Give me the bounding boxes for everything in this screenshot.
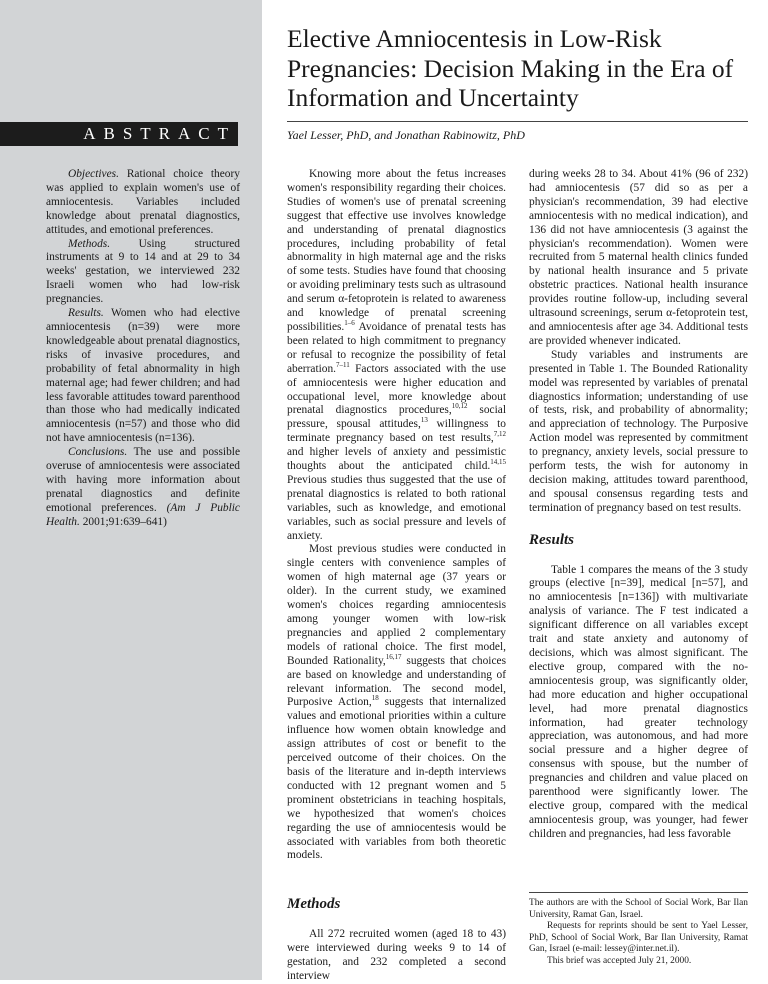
reference: 14,15	[490, 458, 506, 467]
abstract-objectives	[46, 168, 240, 238]
reference: 16,17	[385, 652, 402, 661]
text-run: Most previous studies were conducted in single centers with convenience samples of women of high maternal age (37 years or older). In the current study, we examined women's choices regarding amniocentesis among younger women with low-risk pregnancies and applied 2 complementary models of rational choice. The first model, Bounded Rationality,	[287, 543, 506, 667]
reference: 13	[420, 416, 428, 425]
objectives-text: Rational choice theory was applied to explain women's use of amniocentesis. Variables included knowledge about prenatal diagnostics, attitudes, and emotional preferences.	[46, 168, 240, 236]
article-title: Elective Amniocentesis in Low-Risk Pregnancies: Decision Making in the Era of Information and Uncertainty	[287, 24, 734, 112]
intro-paragraph-1	[287, 168, 506, 543]
abstract-body	[46, 168, 240, 530]
abstract-results	[46, 307, 240, 446]
methods-label: Methods.	[68, 237, 111, 250]
conclusions-label: Conclusions.	[68, 446, 128, 459]
abstract-conclusions	[46, 446, 240, 529]
text-run: Avoidance of prenatal tests has been related to high commitment to pregnancy or refusal to recognize the possibility of fetal aberration.	[287, 320, 506, 375]
reference: 10,12	[451, 402, 468, 411]
abstract-methods	[46, 238, 240, 308]
footnote-reprints: Requests for reprints should be sent to Yael Lesser, PhD, School of Social Work, Bar Ilan University, Ramat Gan, Israel (e-mail: lessey@inter.net.il).	[529, 921, 748, 955]
methods-text: Using structured instruments at 9 to 14 and at 29 to 34 weeks' gestation, we interviewed 232 Israeli women who had low-risk pregnancies.	[46, 237, 240, 306]
variables-paragraph: Study variables and instruments are presented in Table 1. The Bounded Rationality model was represented by variables of prenatal diagnostics information; understanding of use of tests, risk, and probability of abnormality; and appreciation of technology. The Purposive Action model was represented by commitment to pregnancy, anxiety levels, social pressure to perform tests, the wish for autonomy in decision making, attitudes toward parenthood, and spousal consensus regarding tests and termination of pregnancy based on test results.	[529, 348, 748, 514]
text-run: willingness to terminate pregnancy based on test results,	[287, 418, 506, 445]
title-rule	[287, 121, 748, 122]
authors: Yael Lesser, PhD, and Jonathan Rabinowitz, PhD	[287, 128, 525, 142]
footnote-accepted: This brief was accepted July 21, 2000.	[547, 955, 692, 966]
text-run: social pressure, spousal attitudes,	[287, 404, 506, 431]
text-run: Factors associated with the use of amniocentesis were higher education and occupational level, more knowledge about prenatal diagnostics procedures,	[287, 362, 506, 417]
abstract-heading: ABSTRACT	[0, 122, 238, 146]
methods-paragraph: All 272 recruited women (aged 18 to 43) were interviewed during weeks 9 to 14 of gestation, and 232 completed a second interview	[287, 927, 506, 982]
text-run: suggests that internalized values and emotional priorities within a culture influence how women obtain knowledge and assign attributes of cost or benefit to the perceived outcome of their choices. On the basis of the literature and in-depth interviews conducted with 12 pregnant women and 5 prominent obstetricians in teaching hospitals, we hypothesized that women's choices regarding the use of amniocentesis would be associated with variables from both theoretic models.	[287, 696, 506, 862]
citation: (Am J Public Health.	[46, 501, 240, 528]
citation-tail: 2001;91:639–641)	[82, 515, 167, 528]
results-heading: Results	[529, 531, 575, 548]
body-column-1	[287, 168, 506, 863]
reference: 7–11	[336, 360, 350, 369]
footnote	[529, 898, 748, 968]
reference: 1–6	[344, 319, 355, 328]
methods-continued: during weeks 28 to 34. About 41% (96 of 232) had amniocentesis (57 did so as per a physician's recommendation, 39 had elective amniocentesis with no medical indication), and 136 did not have amniocentesis (3 against the physician's recommendation). Women were recruited from 5 maternal health clinics funded by national health insurance and 5 private obstetric practices. National health insurance provides routine follow-up, including several ultrasound screenings, serum α-fetoprotein test, and amniocentesis after age 34. Additional tests are provided whenever indicated.	[529, 168, 748, 347]
footnote-rule	[529, 892, 748, 893]
text-run: Previous studies thus suggested that the use of prenatal diagnostics is related to both rational variables, such as knowledge, and emotional variables, such as social pressure and levels of anxiety.	[287, 473, 506, 542]
intro-paragraph-2	[287, 543, 506, 863]
methods-section	[287, 898, 506, 984]
results-paragraph: Table 1 compares the means of the 3 study groups (elective [n=39], medical [n=57], and no amniocentesis [n=136]) with multivariate analysis of variance. The F test indicated a significant difference on all variables except trait and state anxiety and autonomy of decisions, which was almost significant. The elective group, compared with the no-amniocentesis group, was significantly older, had more education and higher occupational level, had more prenatal diagnostics information, had greater technology appreciation, was autonomous, and had more social pressure and a higher degree of consensus with spouse, but the number of pregnancies and children and value placed on parenthood were significantly lower. The elective group, compared with the medical amniocentesis group, was younger, had fewer children and pregnancies, had less favorable	[529, 563, 748, 840]
reference: 7,12	[493, 430, 506, 439]
text-run: and higher levels of anxiety and pessimistic thoughts about the anticipated child.	[287, 446, 506, 473]
text-run: suggests that choices are based on knowledge and understanding of relevant information. The second model, Purposive Action,	[287, 654, 507, 709]
results-label: Results.	[68, 307, 104, 320]
body-column-2	[529, 168, 748, 842]
text-run: Knowing more about the fetus increases women's responsibility regarding their choices. Studies of women's use of prenatal screening suggest that effective use involves knowledge and understanding of prenatal diagnostics procedures, including probability of fetal abnormality in high maternal age and the risks of some tests. Studies have found that choosing or avoiding preliminary tests such as ultrasound and serum α-fetoprotein is related to awareness and knowledge of prenatal screening possibilities.	[287, 168, 506, 333]
methods-heading: Methods	[287, 896, 341, 912]
reference: 18	[371, 694, 379, 703]
objectives-label: Objectives.	[68, 168, 119, 180]
conclusions-text: The use and possible overuse of amniocentesis were associated with having more information about prenatal diagnostics and definite emotional preferences.	[46, 446, 240, 514]
results-text: Women who had elective amniocentesis (n=39) were more knowledgeable about prenatal diagnostics, risks of invasive procedures, and probability of fetal abnormality in high maternal age; had fewer children; and had less favorable attitudes toward parenthood than those who had medically indicated amniocentesis (n=57) and those who did not have amniocentesis (n=136).	[46, 307, 240, 445]
footnote-affiliation: The authors are with the School of Social Work, Bar Ilan University, Ramat Gan, Israel.	[529, 898, 748, 920]
